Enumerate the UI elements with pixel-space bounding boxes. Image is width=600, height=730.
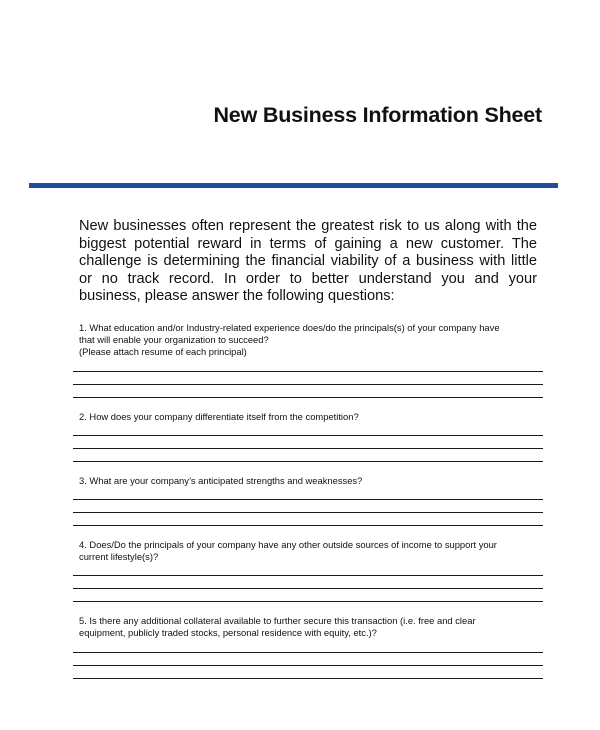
question-5-line-1: 5. Is there any additional collateral available to further secure this transaction (i.e. free and clear: [79, 615, 476, 626]
question-1: [79, 322, 549, 359]
question-1-line-3: (Please attach resume of each principal): [79, 346, 247, 358]
answer-line-5c[interactable]: [73, 678, 543, 679]
question-5: [79, 615, 549, 639]
intro-paragraph: New businesses often represent the greatest risk to us along with the biggest potential reward in terms of gaining a new customer. The challenge is determining the financial viability of a business with little or no track record. In order to better understand you and your business, please answer the following questions:: [79, 218, 537, 305]
answer-line-5a[interactable]: [73, 652, 543, 653]
question-3: [79, 475, 549, 487]
question-4-line-1: 4. Does/Do the principals of your company have any other outside sources of income to support your: [79, 539, 497, 550]
answer-line-1c[interactable]: [73, 397, 543, 398]
answer-line-3a[interactable]: [73, 499, 543, 500]
question-1-line-2: that will enable your organization to succeed?: [79, 334, 269, 346]
answer-line-1a[interactable]: [73, 371, 543, 372]
question-2-line-1: 2. How does your company differentiate itself from the competition?: [79, 411, 359, 422]
answer-line-2a[interactable]: [73, 435, 543, 436]
question-2: [79, 411, 549, 423]
question-4: [79, 539, 549, 563]
question-1-line-1: 1. What education and/or Industry-related experience does/do the principals(s) of your company have: [79, 322, 500, 333]
page-title: New Business Information Sheet: [213, 103, 542, 127]
question-3-line-1: 3. What are your company’s anticipated strengths and weaknesses?: [79, 475, 363, 486]
title-divider: [29, 183, 558, 188]
question-5-line-2: equipment, publicly traded stocks, personal residence with equity, etc.)?: [79, 627, 377, 639]
answer-line-1b[interactable]: [73, 384, 543, 385]
answer-line-4a[interactable]: [73, 575, 543, 576]
answer-line-2b[interactable]: [73, 448, 543, 449]
answer-line-2c[interactable]: [73, 461, 543, 462]
answer-line-4b[interactable]: [73, 588, 543, 589]
answer-line-5b[interactable]: [73, 665, 543, 666]
question-4-line-2: current lifestyle(s)?: [79, 551, 159, 563]
answer-line-3b[interactable]: [73, 512, 543, 513]
answer-line-4c[interactable]: [73, 601, 543, 602]
answer-line-3c[interactable]: [73, 525, 543, 526]
